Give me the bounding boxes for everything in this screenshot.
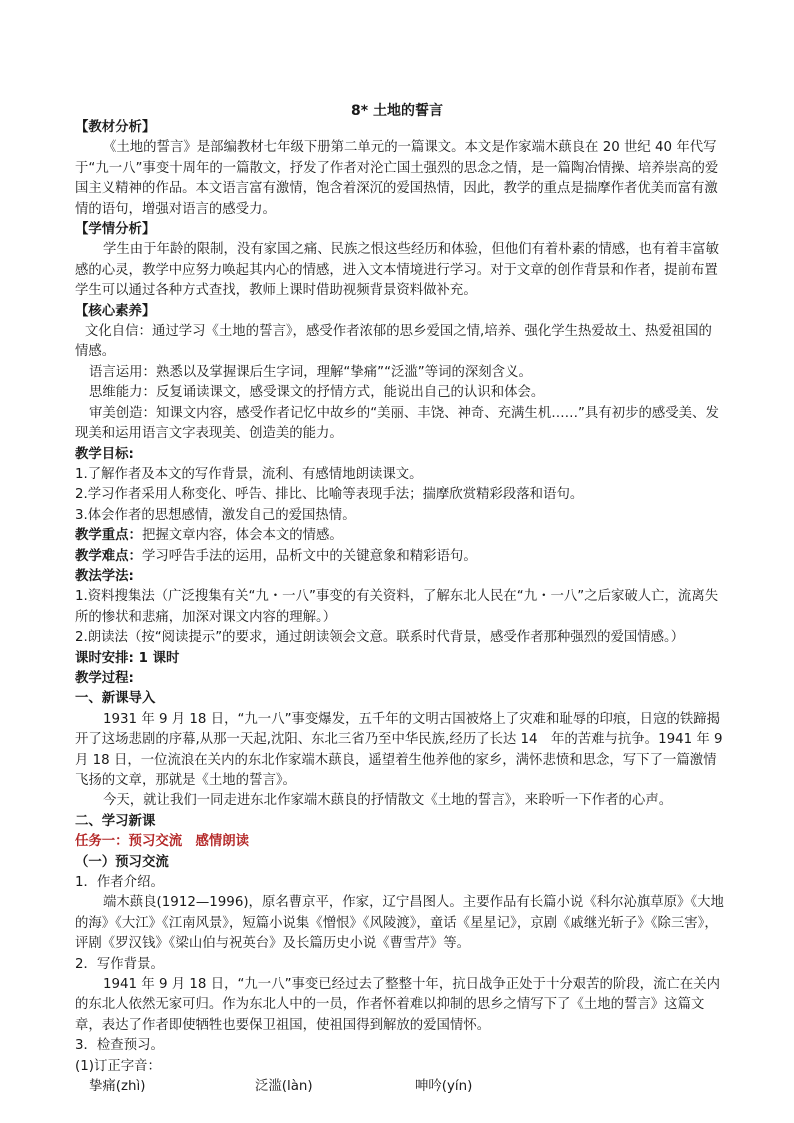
key-point-line <box>75 526 725 546</box>
author-body: 端木蕻良(1912—1996)，原名曹京平，作家，辽宁昌图人。主要作品有长篇小说《科尔沁旗草原》《大地的海》《大江》《江南风景》，短篇小说集《憎恨》《风陵渡》，童话《星星记》，京剧《戚继光斩子》《除三害》，评剧《罗汉钱》《梁山伯与祝英台》及长篇历史小说《曹雪芹》等。 <box>75 895 724 952</box>
background-heading: 2．写作背景。 <box>75 956 164 972</box>
textbook-analysis-body: 《土地的誓言》是部编教材七年级下册第二单元的一篇课文。本文是作家端木蕻良在 20 世纪 40 年代写于“九一八”事变十周年的一篇散文，抒发了作者对沦亡国土强烈的思念之情，是一篇陶冶情操、培养崇高的爱国主义精神的作品。本文语言富有激情，饱含着深沉的爱国热情，因此，教学的重点是揣摩作者优美而富有激情的语句，增强对语言的感受力。 <box>75 140 719 217</box>
pronunciation-item: 呻吟(yín) <box>415 1079 473 1095</box>
goals-heading: 教学目标: <box>75 446 134 462</box>
core-literacy-aesthetic: 审美创造：知课文内容，感受作者记忆中故乡的“美丽、丰饶、神奇、充满生机……”具有初步的感受美、发现美和运用语言文字表现美、创造美的能力。 <box>75 405 719 442</box>
pronunciation-row <box>75 1077 725 1097</box>
methods-heading: 教法学法: <box>75 568 134 584</box>
key-point-text: 把握文章内容，体会本文的情感。 <box>141 528 343 544</box>
learner-analysis-heading: 【学情分析】 <box>75 222 156 238</box>
task-one-heading: 任务一：预习交流 感情朗读 <box>75 834 250 850</box>
key-point-label: 教学重点： <box>75 528 142 544</box>
difficulty-line <box>75 547 725 567</box>
textbook-analysis-heading: 【教材分析】 <box>75 120 156 135</box>
intro-paragraph: 今天，就让我们一同走进东北作家端木蕻良的抒情散文《土地的誓言》，来聆听一下作者的心声。 <box>103 793 673 809</box>
preview-sub-heading: （一）预习交流 <box>75 854 169 870</box>
goal-item: 3.体会作者的思想感情，激发自己的爱国热情。 <box>75 507 356 523</box>
schedule-line <box>75 649 725 669</box>
difficulty-label: 教学难点： <box>75 548 142 564</box>
learner-analysis-body: 学生由于年龄的限制，没有家国之痛、民族之恨这些经历和体验，但他们有着朴素的情感，也有着丰富敏感的心灵，教学中应努力唤起其内心的情感，进入文本情境进行学习。对于文章的创作背景和作者，提前布置学生可以通过各种方式查找，教师上课时借助视频背景资料做补充。 <box>75 242 719 299</box>
document-body <box>75 118 725 1098</box>
process-heading: 教学过程: <box>75 670 134 686</box>
schedule-label: 课时安排: <box>75 650 134 666</box>
core-literacy-culture: 文化自信：通过学习《土地的誓言》，感受作者浓郁的思乡爱国之情,培养、强化学生热爱故土、热爱祖国的情感。 <box>75 324 712 360</box>
schedule-text: 1 课时 <box>133 650 180 666</box>
goal-item: 2.学习作者采用人称变化、呼告、排比、比喻等表现手法；揣摩欣赏精彩段落和语句。 <box>75 487 584 503</box>
pronunciation-item: 泛滥(làn) <box>255 1079 313 1095</box>
goal-item: 1.了解作者及本文的写作背景，流利、有感情地朗读课文。 <box>75 466 423 482</box>
background-body: 1941 年 9 月 18 日，“九一八”事变已经过去了整整十年，抗日战争正处于十分艰苦的阶段，流亡在关内的东北人依然无家可归。作为东北人中的一员，作者怀着难以抑制的思乡之情写下了《土地的誓言》这篇文章，表达了作者即使牺牲也要保卫祖国，使祖国得到解放的爱国情怀。 <box>75 977 721 1033</box>
core-literacy-heading: 【核心素养】 <box>75 303 156 319</box>
difficulty-text: 学习呼告手法的运用，品析文中的关键意象和精彩语句。 <box>141 548 477 564</box>
pronunciation-item: 挚痛(zhì) <box>89 1079 146 1095</box>
core-literacy-language: 语言运用：熟悉以及掌握课后生字词，理解“挚痛”“泛滥”等词的深刻含义。 <box>89 364 532 380</box>
intro-paragraph: 1931 年 9 月 18 日，“九一八”事变爆发，五千年的文明古国被烙上了灾难和耻辱的印痕，日寇的铁蹄揭开了这场悲剧的序幕,从那一天起,沈阳、东北三省乃至中华民族,经历了长达 14 年的苦难与抗争。1941 年 9 月 18 日，一位流浪在关内的东北作家端木蕻良，遥望着生他养他的家乡，满怀悲愤和思念，写下了一篇激情飞扬的文章，那就是《土地的誓言》。 <box>75 711 723 788</box>
page-title: 8* 土地的誓言 <box>351 103 443 119</box>
method-item: 1.资料搜集法（广泛搜集有关“九・一八”事变的有关资料，了解东北人民在“九・一八”之后家破人亡，流离失所的惨状和悲痛，加深对课文内容的理解。） <box>75 589 719 625</box>
new-lesson-heading: 二、学习新课 <box>75 813 156 829</box>
core-literacy-thinking: 思维能力：反复诵读课文，感受课文的抒情方式，能说出自己的认识和体会。 <box>89 385 545 401</box>
author-heading: 1．作者介绍。 <box>75 875 164 891</box>
intro-heading: 一、新课导入 <box>75 691 156 707</box>
check-heading: 3．检查预习。 <box>75 1038 164 1054</box>
pronunciation-heading: (1)订正字音： <box>75 1058 161 1074</box>
method-item: 2.朗读法（按“阅读提示”的要求，通过朗读领会文意。联系时代背景，感受作者那种强烈的爱国情感。） <box>75 630 685 646</box>
